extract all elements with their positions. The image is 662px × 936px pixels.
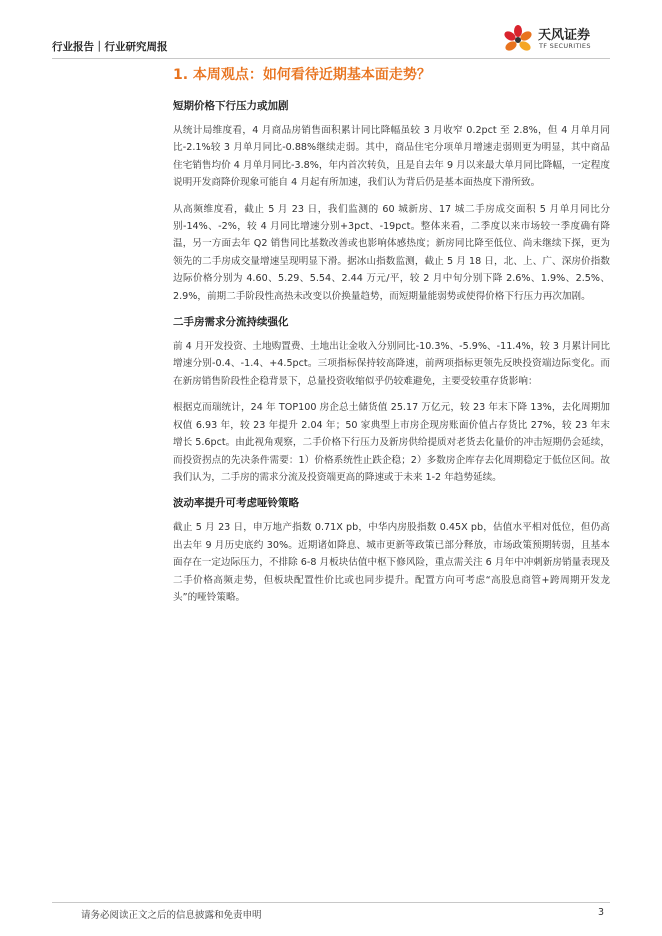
- footer-divider: [52, 902, 610, 903]
- footer-disclaimer: 请务必阅读正文之后的信息披露和免责申明: [81, 910, 262, 921]
- paragraph: 从高频维度看，截止 5 月 23 日，我们监测的 60 城新房、17 城二手房成交面积 5 月单月同比分别-14%、-2%，较 4 月同比增速分别+3pct、-19pct。整体来看，二季度以来市场较一季度确有降温，另一方面去年 Q2 销售同比基数改善或也影响体感热度；新房同比降至低位、尚未继续下探，更为领先的二手房成交量增速呈现明显下滑。据冰山指数监测，截止 5 月 18 日，北、上、广、深房价指数边际价格分别为 4.60、5.29、5.54、2.44 万元/平，较 2 月中旬分别下降 2.6%、1.9%、2.5%、2.9%，前期二手阶段性高热未改变以价换量趋势，而短期量能弱势或使得价格下行压力再次加剧。: [173, 203, 610, 302]
- report-type-label: 行业报告｜行业研究周报: [52, 41, 168, 53]
- company-logo: [500, 22, 610, 58]
- page-number: 3: [597, 907, 604, 918]
- paragraph: 前 4 月开发投资、土地购置费、土地出让金收入分别同比-10.3%、-5.9%、-11.4%，较 3 月累计同比增速分别-0.4、-1.4、+4.5pct。三项指标保持较高降速，前两项指标更领先反映投资端边际变化。而在新房销售阶段性企稳背景下，总量投资收缩似乎仍较难避免，主要受较重存货影响：: [173, 341, 610, 387]
- main-content: [173, 64, 610, 615]
- subsection-heading: 波动率提升可考虑哑铃策略: [173, 497, 299, 510]
- paragraph: 截止 5 月 23 日，申万地产指数 0.71X pb，中华内房股指数 0.45X pb，估值水平相对低位，但仍高出去年 9 月历史底约 30%。近期诸如降息、城市更新等政策已部分释放，市场政策预期转弱，且基本面存在一定边际压力，不排除 6-8 月板块估值中枢下修风险，重点需关注 6 月年中冲刺新房销量表现及二手价格高频走势，但板块配置性价比或也同步提升。配置方向可考虑“高股息商管+跨周期开发龙头”的哑铃策略。: [173, 522, 610, 603]
- paragraph: 根据克而瑞统计，24 年 TOP100 房企总土储货值 25.17 万亿元，较 23 年末下降 13%，去化周期加权值 6.93 年，较 23 年提升 2.04 年；50 家典型上市房企现房账面价值占存货比 27%，较 23 年末增长 5.6pct。由此视角观察，二手价格下行压力及新房供给提质对老货去化量价的冲击短期仍会延续，而投资拐点的先决条件需要：1）价格系统性止跌企稳；2）多数房企库存去化周期稳定于低位区间。故我们认为，二手房的需求分流及投资端更高的降速或于未来 1-2 年趋势延续。: [173, 402, 610, 483]
- header-divider: [52, 58, 610, 59]
- flower-logo-icon: [500, 22, 536, 58]
- logo-chinese-name: 天风证券: [538, 28, 591, 43]
- subsection-heading: 短期价格下行压力或加剧: [173, 100, 289, 112]
- paragraph: 从统计局维度看，4 月商品房销售面积累计同比降幅虽较 3 月收窄 0.2pct 至 2.8%，但 4 月单月同比-2.1%较 3 月单月同比-0.88%继续走弱。其中，商品住宅分项单月增速走弱则更为明显，其中商品住宅销售均价 4 月单月同比-3.8%，年内首次转负，且是自去年 9 月以来最大单月同比降幅，一定程度说明开发商降价现象可能自 4 月起有所加速，我们认为背后仍是基本面热度下滑所致。: [173, 125, 610, 189]
- subsection-heading: 二手房需求分流持续强化: [173, 316, 289, 329]
- section-title: 1. 本周观点：如何看待近期基本面走势？: [173, 67, 431, 83]
- logo-english-name: TF SECURITIES: [539, 42, 591, 50]
